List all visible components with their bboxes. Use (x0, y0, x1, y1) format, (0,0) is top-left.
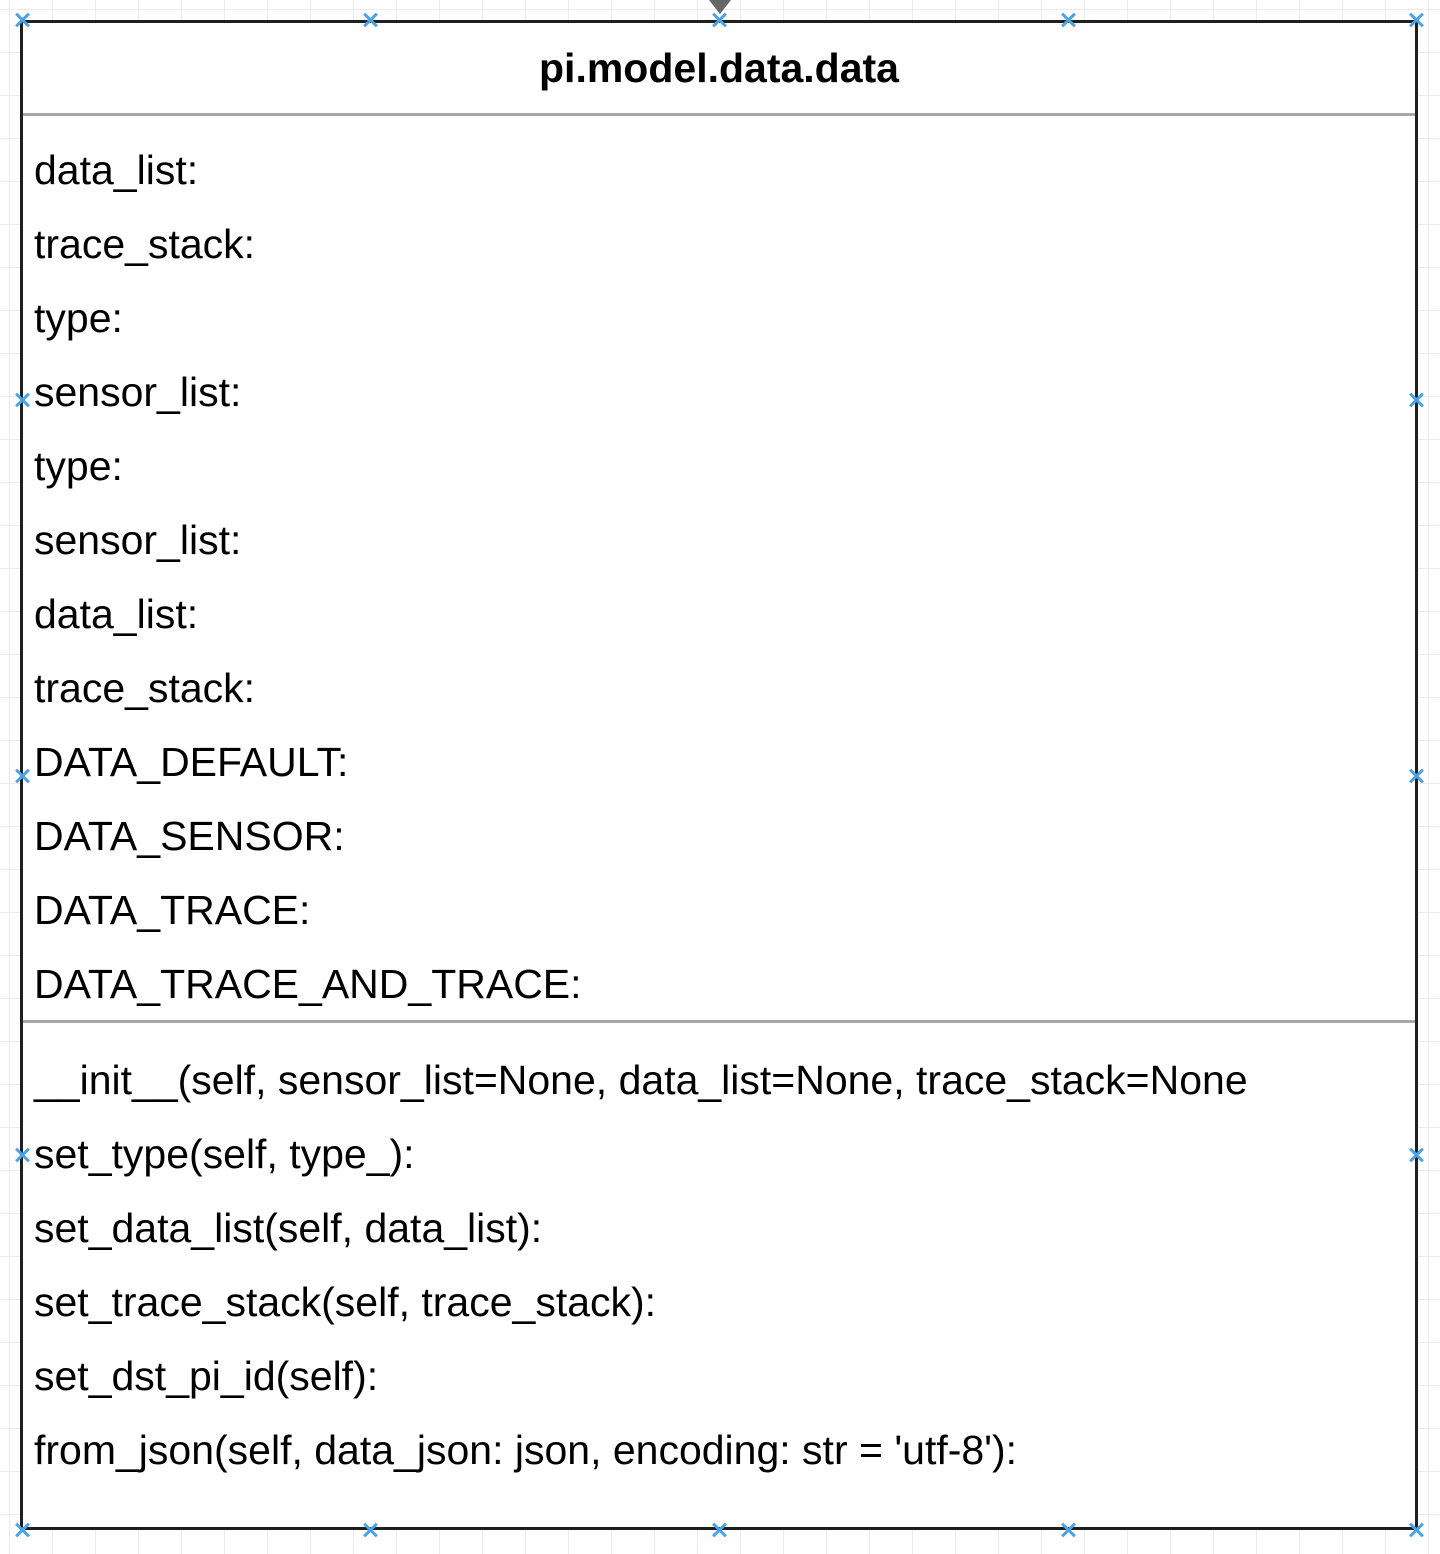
attribute-row[interactable]: DATA_DEFAULT: (34, 739, 349, 785)
attribute-row[interactable]: type: (34, 443, 123, 489)
uml-class-box[interactable] (20, 20, 1418, 1530)
method-row[interactable]: set_trace_stack(self, trace_stack): (34, 1279, 657, 1325)
attribute-row[interactable]: DATA_SENSOR: (34, 813, 345, 859)
attribute-row[interactable]: data_list: (34, 591, 199, 637)
method-row[interactable]: from_json(self, data_json: json, encoding: str = 'utf-8'): (34, 1427, 1018, 1473)
class-title[interactable]: pi.model.data.data (539, 44, 899, 91)
attribute-row[interactable]: sensor_list: (34, 369, 242, 415)
method-row[interactable]: set_type(self, type_): (34, 1131, 415, 1177)
methods-section[interactable] (23, 1023, 1415, 1501)
method-row[interactable]: set_data_list(self, data_list): (34, 1205, 543, 1251)
attribute-row[interactable]: sensor_list: (34, 517, 242, 563)
method-row[interactable]: set_dst_pi_id(self): (34, 1353, 379, 1399)
attribute-row[interactable]: type: (34, 295, 123, 341)
attribute-row[interactable]: DATA_TRACE_AND_TRACE: (34, 961, 582, 1007)
attribute-row[interactable]: trace_stack: (34, 665, 256, 711)
method-row[interactable]: __init__(self, sensor_list=None, data_list=None, trace_stack=None (34, 1057, 1248, 1103)
attribute-row[interactable]: DATA_TRACE: (34, 887, 311, 933)
connector-arrow-icon (709, 0, 731, 14)
attribute-row[interactable]: data_list: (34, 147, 199, 193)
attributes-section[interactable] (23, 116, 1415, 1020)
attribute-row[interactable]: trace_stack: (34, 221, 256, 267)
